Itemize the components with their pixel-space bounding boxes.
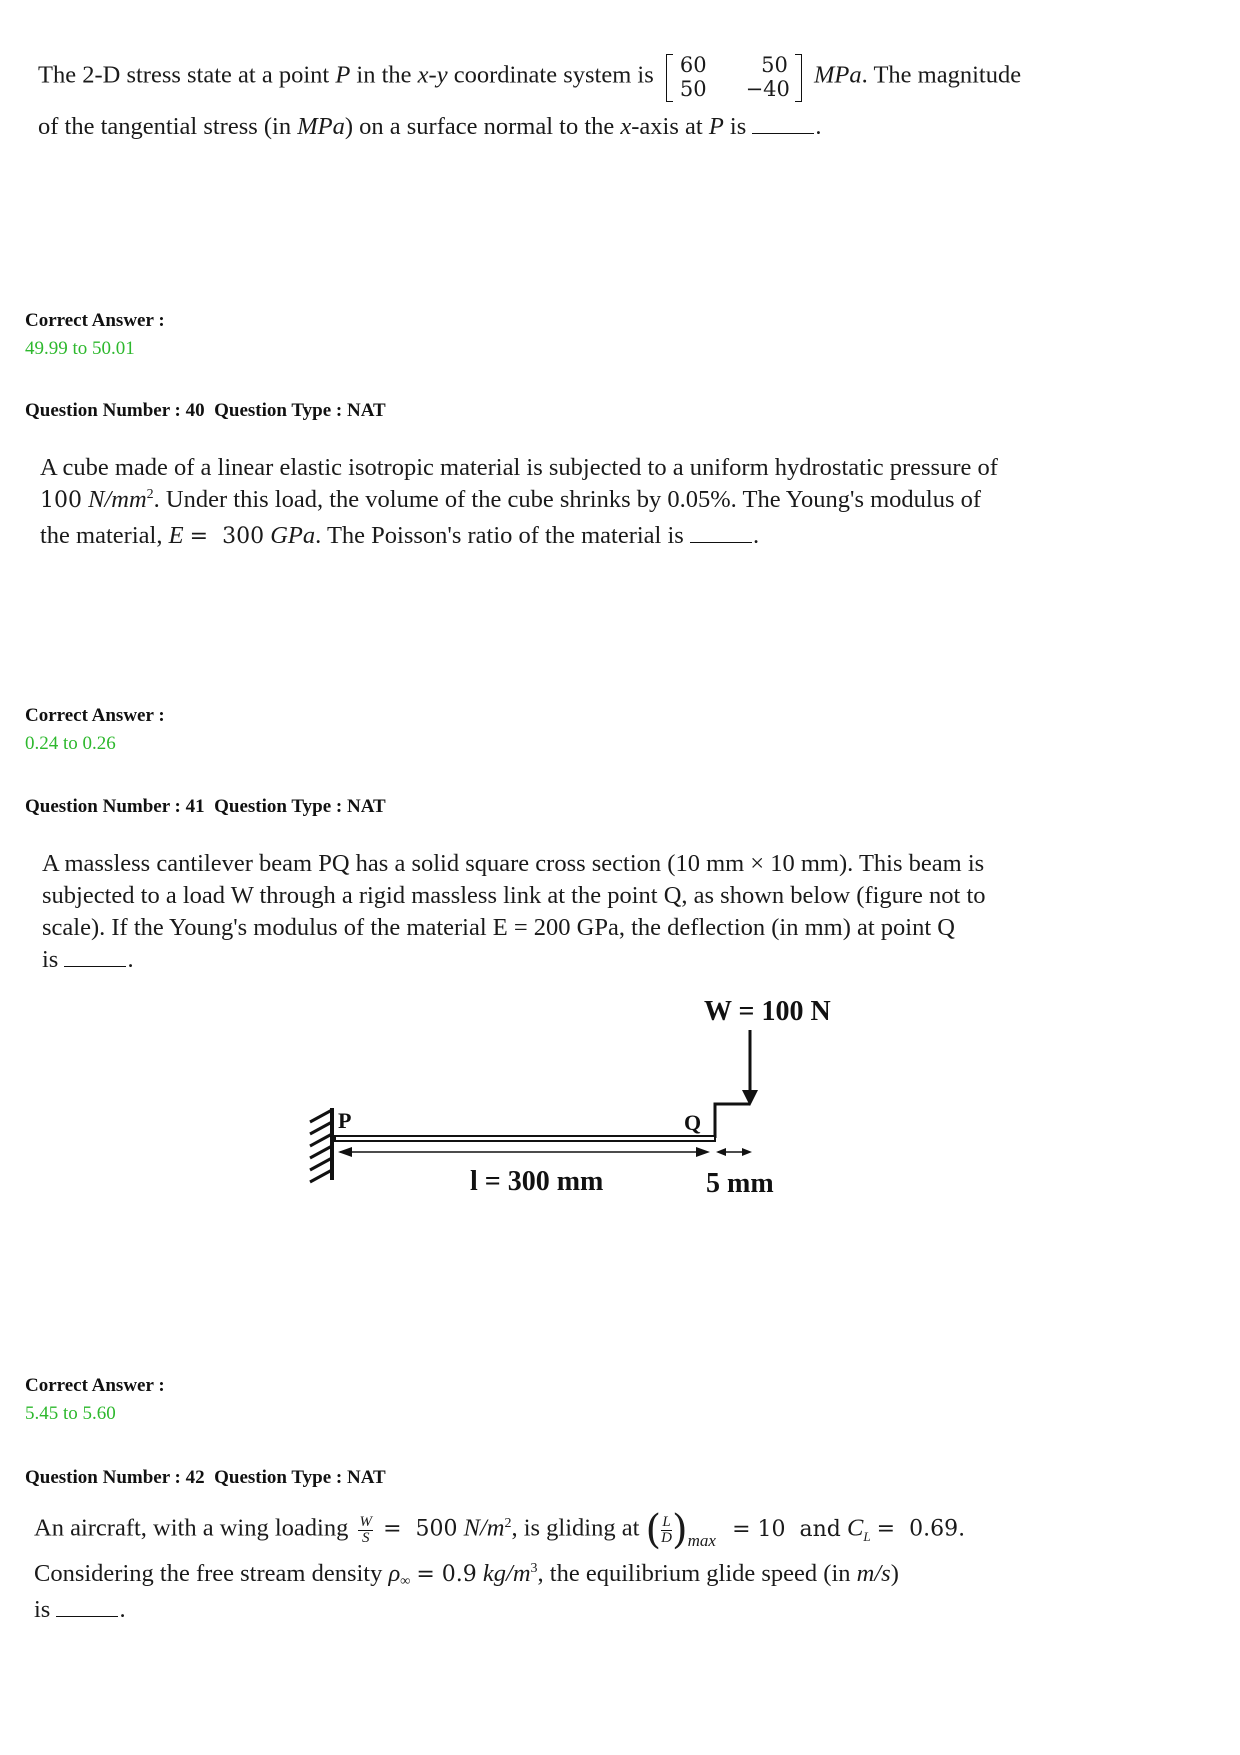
fraction-l-over-d: $\frac{L}{D}$: [661, 1513, 672, 1546]
wall-hatching: [310, 1110, 332, 1182]
fraction-w-over-s: $\frac{W}{S}$: [359, 1513, 372, 1546]
question-text: An aircraft, with a wing loading $\frac{W}{S}$ = 500 $N/m^2$, is gliding at ( $\frac{L}{D}$ )$_{max} = 10$ and $C_L = 0.69$. Considering the free stream density ρ∞ = 0.9 $kg/m^3$, the equilibrium glide speed (in m/s) is .: [34, 1507, 966, 1623]
stress-matrix: 60 50 50 −40: [666, 52, 802, 102]
correct-answer-label: Correct Answer :: [25, 1375, 165, 1396]
beam: [335, 1136, 715, 1141]
correct-answer-value: 49.99 to 50.01: [25, 338, 135, 359]
length-label: l = 300 mm: [470, 1166, 604, 1197]
correct-answer-value: 5.45 to 5.60: [25, 1403, 116, 1424]
question-text: A massless cantilever beam PQ has a solid square cross section (10 mm × 10 mm). This beam is subjected to a load W through a rigid massless link at the point Q, as shown below (figure not to scale). If the Young's modulus of the material E = 200 GPa, the deflection (in mm) at point Q is .: [42, 850, 986, 973]
question-header: Question Number : 40 Question Type : NAT: [25, 400, 386, 421]
q39-text-line1: The 2-D stress state at a point P in the x-y coordinate system is 60 50 50 −40 MPa. The magnitude: [38, 53, 1022, 101]
answer-blank: [690, 522, 752, 543]
question-text: A cube made of a linear elastic isotropic material is subjected to a uniform hydrostatic pressure of 100 $N/mm^2$. Under this load, the volume of the cube shrinks by 0.05%. The Young's modulus of the material, E = 300 GPa. The Poisson's ratio of the material is .: [40, 454, 998, 549]
correct-answer-label: Correct Answer :: [25, 705, 165, 726]
question-header: Question Number : 42 Question Type : NAT: [25, 1467, 386, 1488]
answer-blank: [56, 1596, 118, 1617]
answer-blank: [64, 946, 126, 967]
cantilever-figure: [290, 990, 850, 1210]
point-q-label: Q: [684, 1110, 702, 1135]
correct-answer-label: Correct Answer :: [25, 310, 165, 331]
question-header: Question Number : 41 Question Type : NAT: [25, 796, 386, 817]
rigid-link: [715, 1104, 750, 1138]
point-p-label: P: [338, 1108, 352, 1133]
load-label: W = 100 N: [704, 996, 831, 1027]
q39-text-line2: of the tangential stress (in MPa) on a surface normal to the x-axis at P is .: [38, 113, 822, 140]
answer-blank: [752, 113, 814, 134]
offset-label: 5 mm: [706, 1168, 774, 1199]
correct-answer-value: 0.24 to 0.26: [25, 733, 116, 754]
